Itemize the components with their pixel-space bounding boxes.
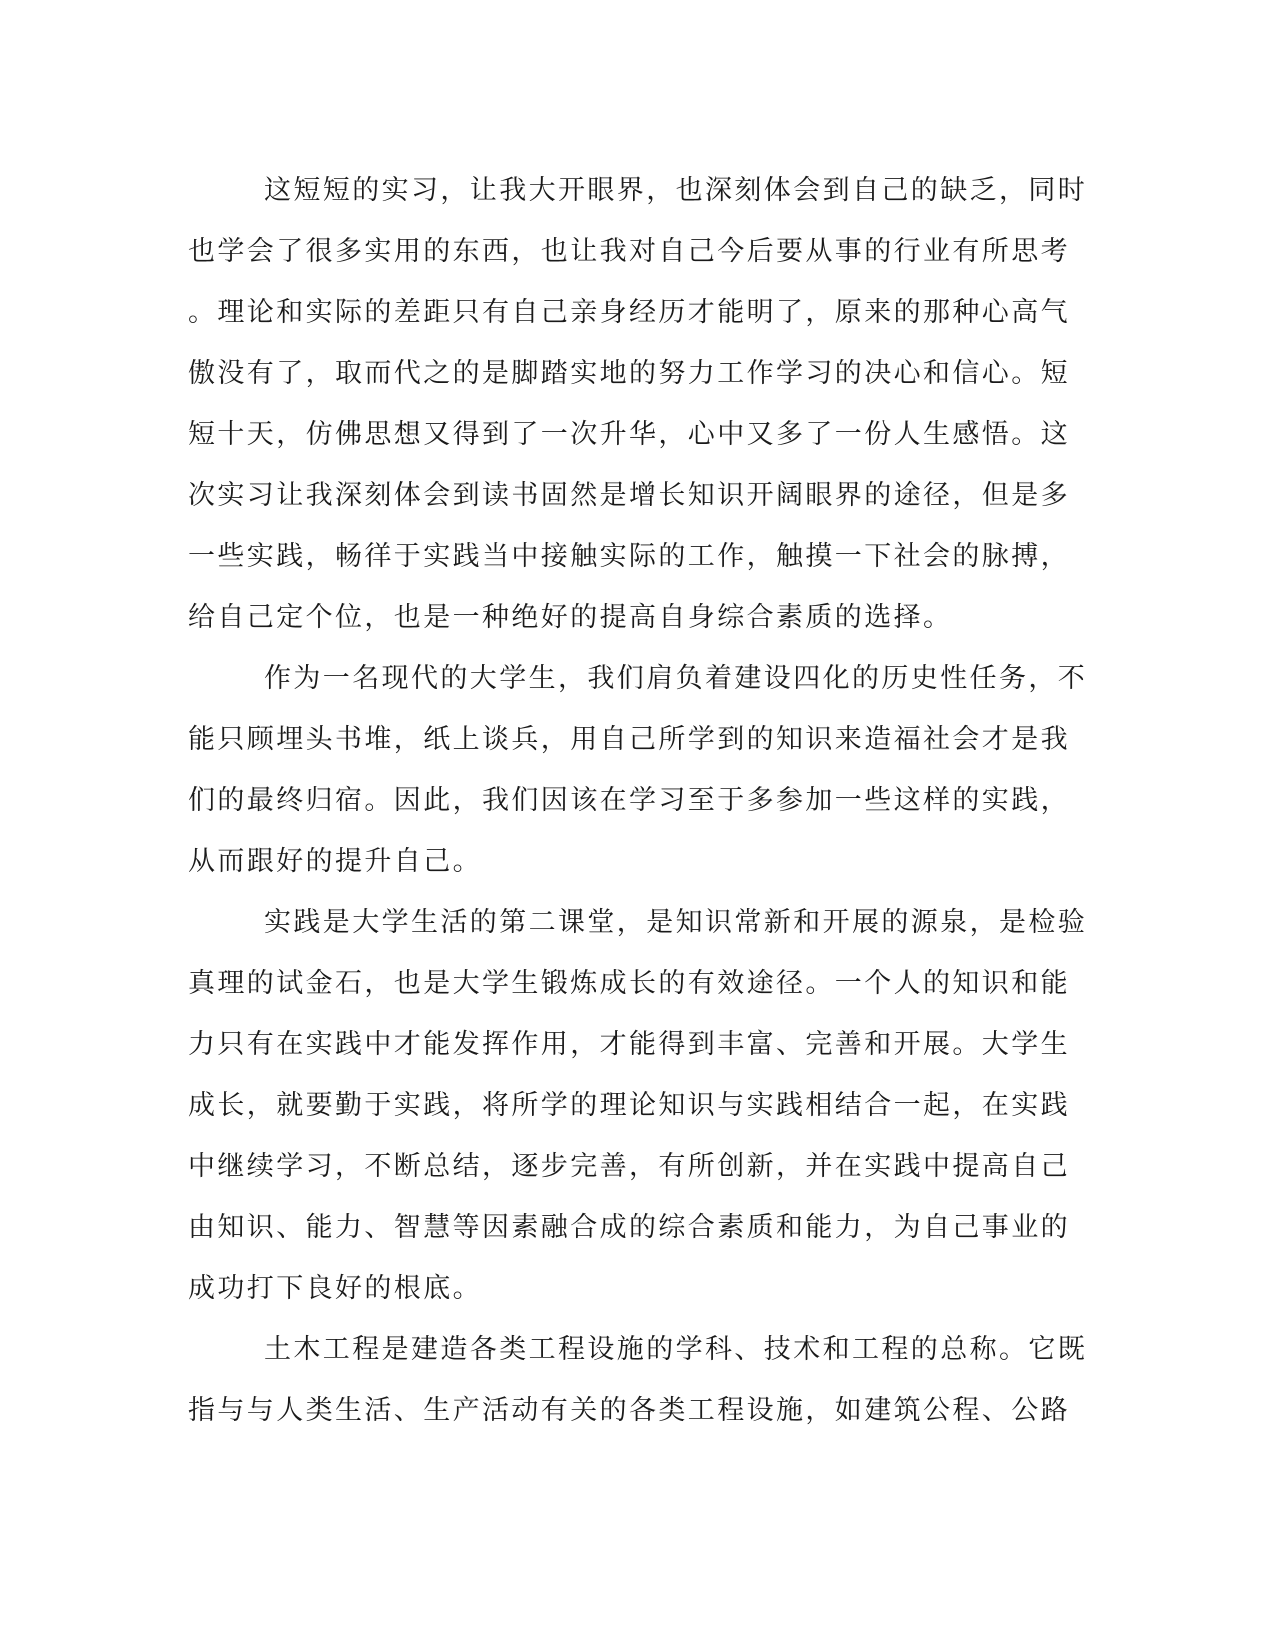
document-body bbox=[188, 160, 1088, 1441]
text-line: 成功打下良好的根底。 bbox=[188, 1273, 482, 1304]
text-line: 次实习让我深刻体会到读书固然是增长知识开阔眼界的途径，但是多 bbox=[188, 480, 1070, 511]
text-line: 能只顾埋头书堆，纸上谈兵，用自己所学到的知识来造福社会才是我 bbox=[188, 724, 1070, 755]
text-line: 作为一名现代的大学生，我们肩负着建设四化的历史性任务，不 bbox=[264, 663, 1088, 694]
text-line: 由知识、能力、智慧等因素融合成的综合素质和能力，为自己事业的 bbox=[188, 1212, 1070, 1243]
text-line: 给自己定个位，也是一种绝好的提高自身综合素质的选择。 bbox=[188, 602, 953, 633]
paragraph-1 bbox=[188, 160, 1088, 648]
text-line: 一些实践，畅徉于实践当中接触实际的工作，触摸一下社会的脉搏， bbox=[188, 541, 1070, 572]
text-line: 真理的试金石，也是大学生锻炼成长的有效途径。一个人的知识和能 bbox=[188, 968, 1070, 999]
text-line: 。理论和实际的差距只有自己亲身经历才能明了，原来的那种心高气 bbox=[188, 297, 1070, 328]
text-line: 短十天，仿佛思想又得到了一次升华，心中又多了一份人生感悟。这 bbox=[188, 419, 1070, 450]
text-line: 傲没有了，取而代之的是脚踏实地的努力工作学习的决心和信心。短 bbox=[188, 358, 1070, 389]
text-line: 从而跟好的提升自己。 bbox=[188, 846, 482, 877]
paragraph-2 bbox=[188, 648, 1088, 892]
text-line: 成长，就要勤于实践，将所学的理论知识与实践相结合一起，在实践 bbox=[188, 1090, 1070, 1121]
text-line: 力只有在实践中才能发挥作用，才能得到丰富、完善和开展。大学生 bbox=[188, 1029, 1070, 1060]
paragraph-4 bbox=[188, 1319, 1088, 1441]
text-line: 中继续学习，不断总结，逐步完善，有所创新，并在实践中提高自己 bbox=[188, 1151, 1070, 1182]
text-line: 也学会了很多实用的东西，也让我对自己今后要从事的行业有所思考 bbox=[188, 236, 1070, 267]
text-line: 实践是大学生活的第二课堂，是知识常新和开展的源泉，是检验 bbox=[264, 907, 1088, 938]
text-line: 指与与人类生活、生产活动有关的各类工程设施，如建筑公程、公路 bbox=[188, 1395, 1070, 1426]
text-line: 这短短的实习，让我大开眼界，也深刻体会到自己的缺乏，同时 bbox=[264, 175, 1088, 206]
paragraph-3 bbox=[188, 892, 1088, 1319]
text-line: 土木工程是建造各类工程设施的学科、技术和工程的总称。它既 bbox=[264, 1334, 1088, 1365]
text-line: 们的最终归宿。因此，我们因该在学习至于多参加一些这样的实践， bbox=[188, 785, 1070, 816]
